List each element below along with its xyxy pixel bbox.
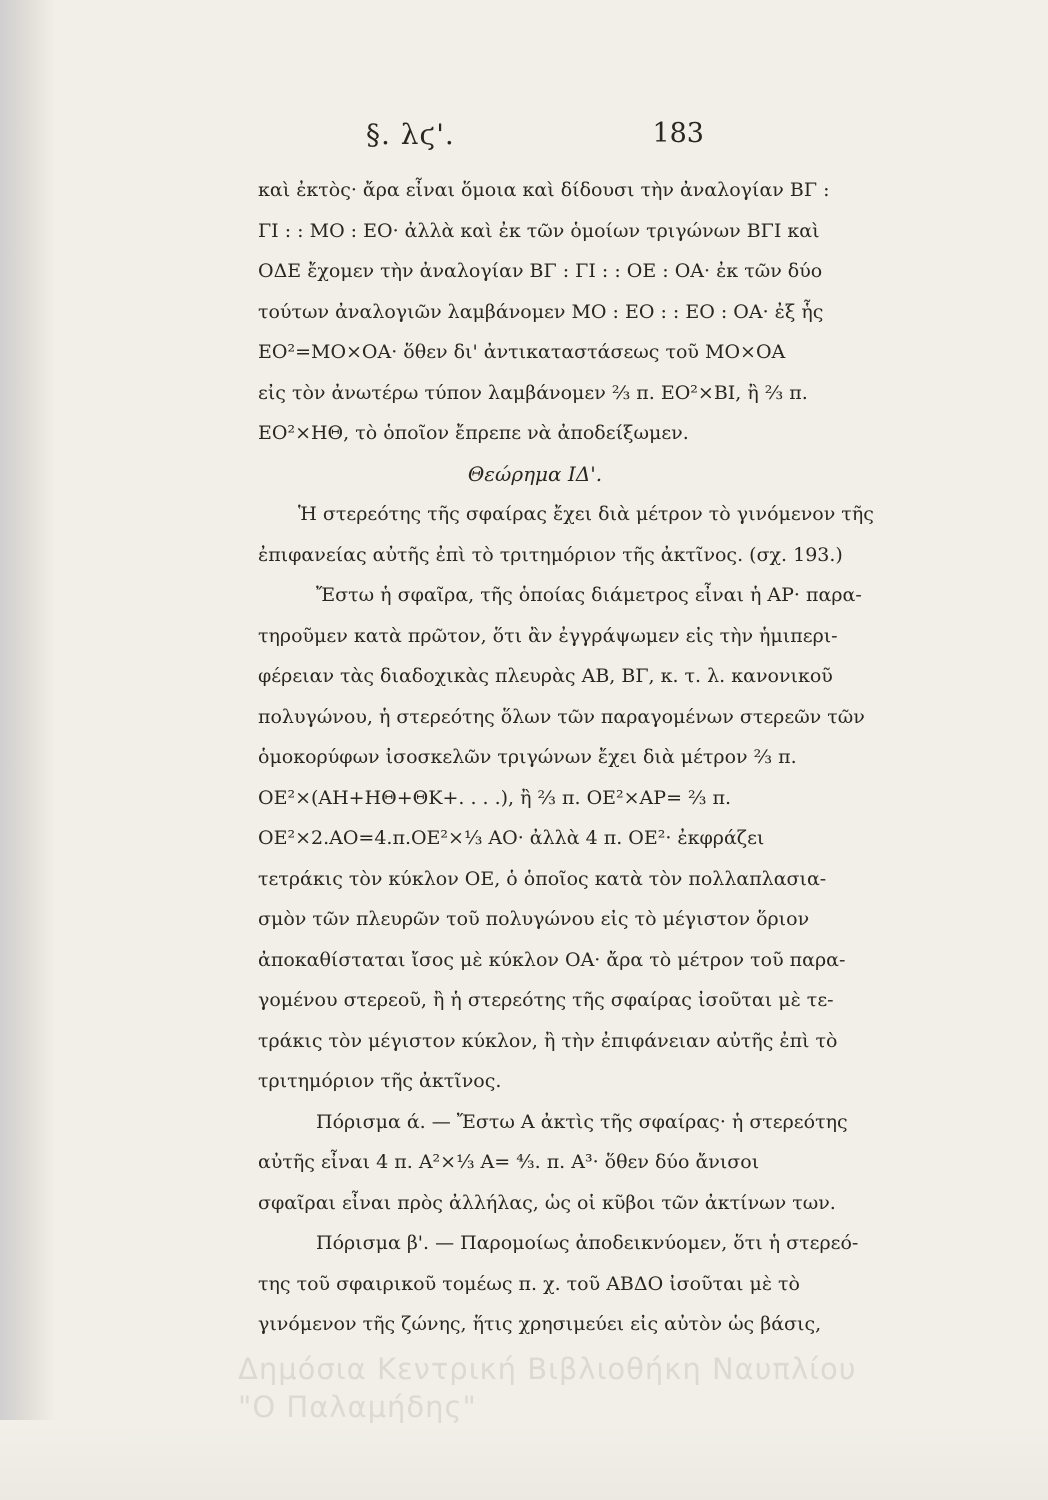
corollary-a-line: σφαῖραι εἶναι πρὸς ἀλλήλας, ὡς οἱ κῦβοι τῶν ἀκτίνων των.: [258, 1191, 836, 1214]
page-number: 183: [652, 118, 704, 149]
watermark-line: Δημόσια Κεντρική Βιβλιοθήκη Ναυπλίου: [238, 1352, 857, 1386]
proof-line: πολυγώνου, ἡ στερεότης ὅλων τῶν παραγομένων στερεῶν τῶν: [258, 705, 865, 728]
text-line: τούτων ἀναλογιῶν λαμβάνομεν ΜΟ : ΕΟ : : ΕΟ : ΟΑ· ἐξ ἧς: [258, 300, 824, 323]
theorem-title: Θεώρημα ΙΔ'.: [467, 461, 603, 486]
proof-line: φέρειαν τὰς διαδοχικὰς πλευρὰς ΑΒ, ΒΓ, κ. τ. λ. κανονικοῦ: [258, 665, 833, 687]
proof-line: ΟΕ²×(ΑΗ+ΗΘ+ΘΚ+. . . .), ἢ ⅔ π. ΟΕ²×ΑΡ= ⅔ π.: [258, 786, 732, 809]
text-line: καὶ ἐκτὸς· ἄρα εἶναι ὅμοια καὶ δίδουσι τὴν ἀναλογίαν ΒΓ :: [258, 179, 830, 201]
corollary-b-line: γινόμενον τῆς ζώνης, ἥτις χρησιμεύει εἰς αὐτὸν ὡς βάσις,: [258, 1313, 822, 1335]
proof-line: σμὸν τῶν πλευρῶν τοῦ πολυγώνου εἰς τὸ μέγιστον ὅριον: [258, 908, 810, 930]
library-watermark: [238, 1350, 1048, 1426]
proof-line: Ἔστω ἡ σφαῖρα, τῆς ὁποίας διάμετρος εἶναι ἡ ΑΡ· παρα-: [316, 584, 862, 606]
corollary-a-line: Πόρισμα ά. — Ἔστω Α ἀκτὶς τῆς σφαίρας· ἡ στερεότης: [316, 1110, 848, 1133]
page-binding-shadow: [0, 0, 56, 1500]
proof-line: ὁμοκορύφων ἰσοσκελῶν τριγώνων ἔχει διὰ μέτρον ⅔ π.: [258, 746, 797, 768]
text-line: ΓΙ : : ΜΟ : ΕΟ· ἀλλὰ καὶ ἐκ τῶν ὁμοίων τριγώνων ΒΓΙ καὶ: [258, 219, 820, 242]
text-line: ΕΟ²=ΜΟ×ΟΑ· ὅθεν δι' ἀντικαταστάσεως τοῦ ΜΟ×ΟΑ: [258, 341, 786, 363]
corollary-b-line: της τοῦ σφαιρικοῦ τομέως π. χ. τοῦ ΑΒΔΟ ἰσοῦται μὲ τὸ: [258, 1272, 801, 1295]
body-text: [258, 170, 874, 1345]
proof-line: τετράκις τὸν κύκλον ΟΕ, ὁ ὁποῖος κατὰ τὸν πολλαπλασια-: [258, 867, 827, 890]
corollary-b-line: Πόρισμα β'. — Παρομοίως ἀποδεικνύομεν, ὅτι ἡ στερεό-: [316, 1232, 859, 1254]
text-line: ΟΔΕ ἔχομεν τὴν ἀναλογίαν ΒΓ : ΓΙ : : ΟΕ : ΟΑ· ἐκ τῶν δύο: [258, 260, 823, 282]
text-line: ΕΟ²×ΗΘ, τὸ ὁποῖον ἔπρεπε νὰ ἀποδείξωμεν.: [258, 422, 689, 444]
theorem-statement-line: ἐπιφανείας αὐτῆς ἐπὶ τὸ τριτημόριον τῆς ἀκτῖνος. (σχ. 193.): [258, 543, 843, 566]
proof-line: ΟΕ²×2.ΑΟ=4.π.ΟΕ²×⅓ ΑΟ· ἀλλὰ 4 π. ΟΕ²· ἐκφράζει: [258, 827, 765, 849]
proof-line: τριτημόριον τῆς ἀκτῖνος.: [258, 1070, 502, 1092]
page-header: [0, 118, 1048, 156]
proof-line: τράκις τὸν μέγιστον κύκλον, ἢ τὴν ἐπιφάνειαν αὐτῆς ἐπὶ τὸ: [258, 1029, 838, 1052]
text-line: εἰς τὸν ἀνωτέρω τύπον λαμβάνομεν ⅔ π. ΕΟ²×ΒΙ, ἢ ⅔ π.: [258, 381, 808, 404]
corollary-a-line: αὐτῆς εἶναι 4 π. Α²×⅓ Α= ⁴⁄₃. π. Α³· ὅθεν δύο ἄνισοι: [258, 1151, 760, 1173]
theorem-statement-line: Ἡ στερεότης τῆς σφαίρας ἔχει διὰ μέτρον τὸ γινόμενον τῆς: [298, 503, 874, 525]
proof-line: ἀποκαθίσταται ἴσος μὲ κύκλον ΟΑ· ἄρα τὸ μέτρον τοῦ παρα-: [258, 948, 846, 971]
watermark-line: "Ο Παλαμήδης": [238, 1390, 477, 1424]
section-mark: §. λϛ'.: [366, 118, 455, 151]
proof-line: τηροῦμεν κατὰ πρῶτον, ὅτι ἂν ἐγγράψωμεν εἰς τὴν ἡμιπερι-: [258, 624, 838, 647]
proof-line: γομένου στερεοῦ, ἢ ἡ στερεότης τῆς σφαίρας ἰσοῦται μὲ τε-: [258, 989, 834, 1011]
page-bottom-shade: [0, 1420, 1048, 1500]
